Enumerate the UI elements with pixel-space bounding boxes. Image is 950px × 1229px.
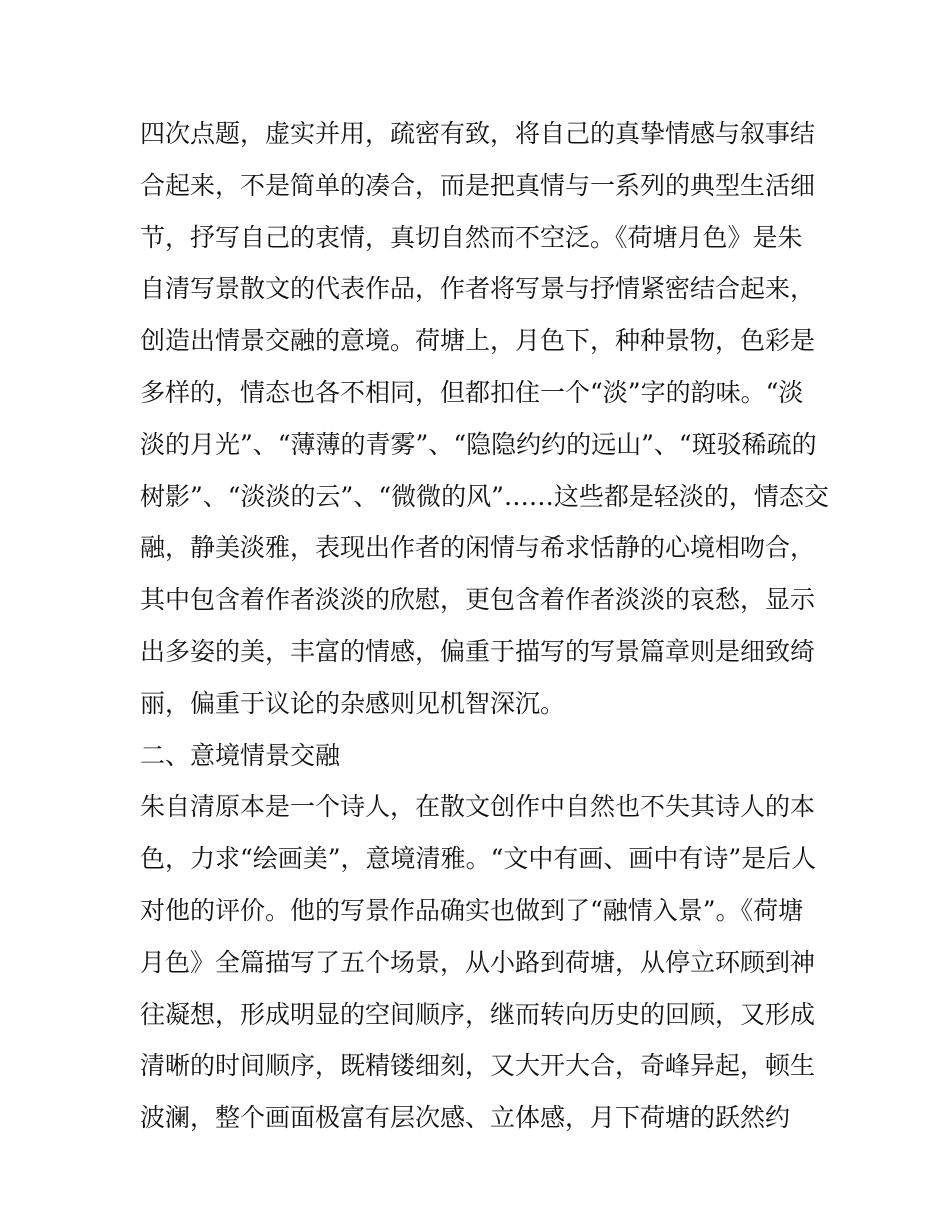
text-line: 朱自清原本是一个诗人，在散文创作中自然也不失其诗人的本: [140, 792, 816, 822]
text-line: 色，力求“绘画美”，意境清雅。“文中有画、画中有诗”是后人: [140, 844, 817, 874]
text-line: 对他的评价。他的写景作品确实也做到了“融情入景”。《荷塘: [140, 895, 804, 925]
text-line: 清晰的时间顺序，既精镂细刻，又大开大合，奇峰异起，顿生: [140, 1051, 816, 1081]
text-line: 往凝想，形成明显的空间顺序，继而转向历史的回顾，又形成: [140, 999, 816, 1029]
text-line: 树影”、“淡淡的云”、“微微的风”……这些都是轻淡的，情态交: [140, 481, 829, 511]
text-line: 融，静美淡雅，表现出作者的闲情与希求恬静的心境相吻合，: [140, 533, 816, 563]
text-line: 四次点题，虚实并用，疏密有致，将自己的真挚情感与叙事结: [140, 119, 816, 148]
text-line: 丽，偏重于议论的杂感则见机智深沉。: [140, 688, 566, 718]
body-text: [140, 108, 829, 1144]
text-line: 自清写景散文的代表作品，作者将写景与抒情紧密结合起来，: [140, 274, 816, 304]
section-heading: 二、意境情景交融: [140, 740, 341, 770]
text-line: 淡的月光”、“薄薄的青雾”、“隐隐约约的远山”、“斑驳稀疏的: [140, 429, 817, 459]
text-line: 出多姿的美，丰富的情感，偏重于描写的写景篇章则是细致绮: [140, 636, 816, 666]
text-line: 其中包含着作者淡淡的欣慰，更包含着作者淡淡的哀愁，显示: [140, 585, 816, 615]
text-line: 节，抒写自己的衷情，真切自然而不空泛。《荷塘月色》是朱: [140, 222, 803, 252]
text-line: 创造出情景交融的意境。荷塘上，月色下，种种景物，色彩是: [140, 326, 816, 356]
text-line: 合起来，不是简单的凑合，而是把真情与一系列的典型生活细: [140, 170, 816, 200]
text-line: 月色》全篇描写了五个场景，从小路到荷塘，从停立环顾到神: [140, 947, 816, 977]
text-line: 波澜，整个画面极富有层次感、立体感，月下荷塘的跃然约: [140, 1103, 791, 1133]
text-line: 多样的，情态也各不相同，但都扣住一个“淡”字的韵味。“淡: [140, 377, 804, 407]
